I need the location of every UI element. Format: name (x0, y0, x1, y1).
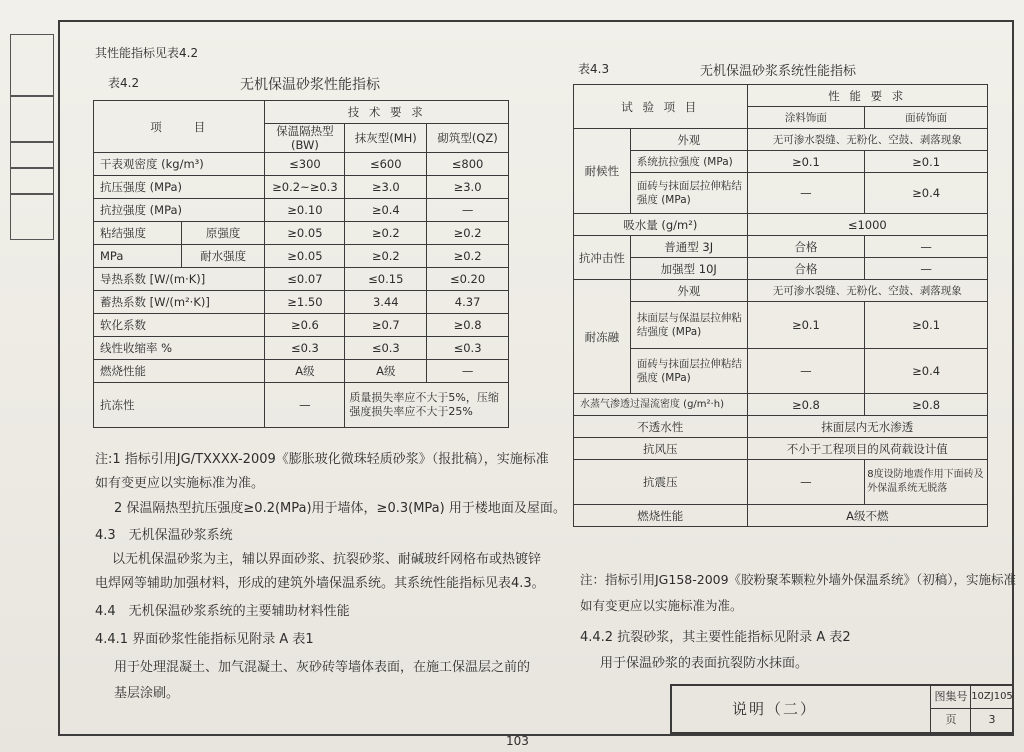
table-row: 试 验 项 目 性 能 要 求 (574, 85, 988, 107)
table-row: 不透水性 抹面层内无水渗透 (574, 416, 988, 438)
table-row: 项 目 技 术 要 求 (94, 101, 509, 124)
table-row: 抗压强度 (MPa) ≥0.2~≥0.3 ≥3.0 ≥3.0 (94, 176, 509, 199)
book-page-number: 103 (506, 734, 529, 748)
table-row: 蓄热系数 [W/(m²·K)] ≥1.50 3.44 4.37 (94, 291, 509, 314)
table-row: 水蒸气渗透过湿流密度 (g/m²·h) ≥0.8 ≥0.8 (574, 394, 988, 416)
table-4-3-title: 无机保温砂浆系统性能指标 (700, 64, 857, 79)
table-row: 抹面层与保温层拉伸粘结强度 (MPa) ≥0.1 ≥0.1 (574, 302, 988, 349)
table-row: 燃烧性能 A级不燃 (574, 505, 988, 527)
table-row: 系统抗拉强度 (MPa) ≥0.1 ≥0.1 (574, 151, 988, 173)
section-4-3: 4.3 无机保温砂浆系统 (95, 528, 233, 543)
table-4-3 (573, 84, 988, 527)
table-row: 抗震压 — 8度设防地震作用下面砖及外保温系统无脱落 (574, 460, 988, 505)
signature-strip (10, 34, 54, 240)
section-4-4-2: 4.4.2 抗裂砂浆，其主要性能指标见附录 A 表2 (580, 630, 851, 645)
table-row: 抗冻性 — 质量损失率应不大于5%，压缩强度损失率应不大于25% (94, 383, 509, 428)
para-4-4-1-a: 用于处理混凝土、加气混凝土、灰砂砖等墙体表面，在施工保温层之前的 (114, 660, 531, 675)
para-4-3-a: 以无机保温砂浆为主，辅以界面砂浆、抗裂砂浆、耐碱玻纤网格布或热镀锌 (112, 552, 542, 567)
table-row: 加强型 10J 合格 — (574, 258, 988, 280)
para-4-4-1-b: 基层涂刷。 (114, 686, 180, 701)
table-row: 吸水量 (g/m²) ≤1000 (574, 214, 988, 236)
note-2: 2 保温隔热型抗压强度≥0.2(MPa)用于墙体，≥0.3(MPa) 用于楼地面及屋面。 (114, 501, 566, 516)
table-row: 抗风压 不小于工程项目的风荷载设计值 (574, 438, 988, 460)
atlas-number-label: 图集号 (930, 686, 971, 709)
table-4-2 (93, 100, 509, 428)
title-block (670, 684, 1012, 734)
table-row: 粘结强度 原强度 ≥0.05 ≥0.2 ≥0.2 (94, 222, 509, 245)
table-4-3-label: 表4.3 (578, 62, 610, 76)
table-4-2-label: 表4.2 (108, 76, 140, 90)
para-4-4-2: 用于保温砂浆的表面抗裂防水抹面。 (600, 656, 809, 671)
table-row: 面砖与抹面层拉伸粘结强度 (MPa) — ≥0.4 (574, 349, 988, 394)
title-block-label: 说明（二） (732, 700, 818, 718)
note-1-cont: 如有变更应以实施标准为准。 (95, 476, 265, 491)
table-row: 涂料饰面 面砖饰面 (574, 107, 988, 129)
sheet-page-number: 3 (970, 708, 1013, 732)
table-row: MPa 耐水强度 ≥0.05 ≥0.2 ≥0.2 (94, 245, 509, 268)
note-4-3: 注：指标引用JG158-2009《胶粉聚苯颗粒外墙外保温系统》（初稿），实施标准 (580, 572, 1017, 587)
para-4-3-b: 电焊网等辅助加强材料，形成的建筑外墙保温系统。其系统性能指标见表4.3。 (95, 576, 545, 591)
table-row: 导热系数 [W/(m·K)] ≤0.07 ≤0.15 ≤0.20 (94, 268, 509, 291)
section-4-4-1: 4.4.1 界面砂浆性能指标见附录 A 表1 (95, 632, 314, 647)
table-row: 干表观密度 (kg/m³) ≤300 ≤600 ≤800 (94, 153, 509, 176)
table-row: 线性收缩率 % ≤0.3 ≤0.3 ≤0.3 (94, 337, 509, 360)
table-row: 抗拉强度 (MPa) ≥0.10 ≥0.4 — (94, 199, 509, 222)
note-1: 注:1 指标引用JG/TXXXX-2009《膨胀玻化微珠轻质砂浆》（报批稿），实施标准 (95, 452, 549, 467)
table-row: 抗冲击性 普通型 3J 合格 — (574, 236, 988, 258)
table-4-2-title: 无机保温砂浆性能指标 (240, 77, 380, 93)
table-row: 燃烧性能 A级 A级 — (94, 360, 509, 383)
header-note: 其性能指标见表4.2 (95, 46, 199, 60)
page-label: 页 (930, 708, 971, 732)
table-row: 软化系数 ≥0.6 ≥0.7 ≥0.8 (94, 314, 509, 337)
table-row: 耐冻融 外观 无可渗水裂缝、无粉化、空鼓、剥落现象 (574, 280, 988, 302)
atlas-number: 10ZJ105 (970, 686, 1013, 709)
table-row: 耐候性 外观 无可渗水裂缝、无粉化、空鼓、剥落现象 (574, 129, 988, 151)
table-row: 面砖与抹面层拉伸粘结强度 (MPa) — ≥0.4 (574, 173, 988, 214)
note-4-3-cont: 如有变更应以实施标准为准。 (580, 598, 743, 613)
section-4-4: 4.4 无机保温砂浆系统的主要辅助材料性能 (95, 604, 350, 619)
table-row: 保温隔热型(BW) 抹灰型(MH) 砌筑型(QZ) (94, 124, 509, 153)
